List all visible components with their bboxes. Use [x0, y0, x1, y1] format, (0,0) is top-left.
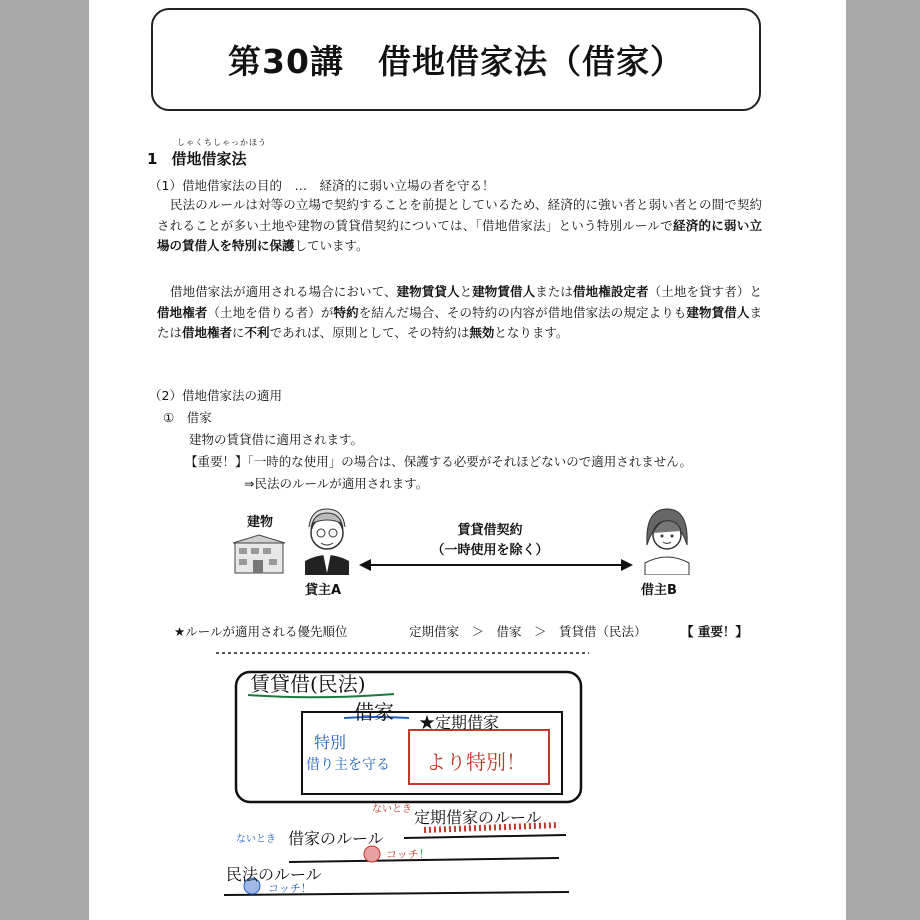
bold-text: 不利 — [244, 325, 270, 340]
bold-text: 借地権設定者 — [573, 284, 649, 299]
text: 民法のルールは対等の立場で契約することを前提としているため、経済的に強い者と弱い者との間で契約されることが多い土地や建物の賃貸借契約については、「借地借家法」という特別ルールで — [157, 197, 762, 233]
section-title: 借地借家法 — [171, 150, 247, 168]
double-arrow-icon — [359, 557, 633, 573]
subsection-heading-purpose: （1）借地借家法の目的 … 経済的に弱い立場の者を守る！ — [149, 178, 495, 193]
bold-text: 建物賃貸人 — [396, 284, 460, 299]
application-line-3: ⇒民法のルールが適用されます。 — [244, 476, 429, 491]
application-line-1: 建物の賃貸借に適用されます。 — [189, 432, 364, 447]
text: と — [459, 284, 473, 299]
text: （土地を借りる者）が — [207, 304, 334, 320]
priority-label: ★ルールが適用される優先順位 — [174, 624, 348, 639]
page-title: 第30講 借地借家法（借家） — [228, 42, 684, 81]
sketch-r3-here: コッチ！ — [268, 882, 312, 895]
sketch-r1-label: 定期借家のルール — [414, 808, 542, 827]
sketch-r2-here: コッチ！ — [386, 848, 430, 861]
sketch-mid-label: 借家 — [354, 700, 394, 724]
priority-important: 【 重要！】 — [681, 624, 748, 639]
title-box — [151, 8, 761, 111]
text: を結んだ場合、その特約の内容が借地借家法の規定よりも — [358, 304, 687, 320]
borrower-icon — [637, 505, 697, 575]
paragraph-special-terms — [157, 282, 762, 344]
bold-text: 借地権者 — [157, 304, 208, 320]
borrower-label: 借主B — [641, 583, 677, 598]
section-number: 1 — [147, 150, 158, 168]
priority-order: 定期借家 ＞ 借家 ＞ 賃貸借（民法） — [409, 624, 647, 639]
lender-label: 貸主A — [305, 583, 342, 598]
contract-except-label: （一時使用を除く） — [431, 543, 549, 558]
text: であれば、原則として、その特約は — [269, 325, 470, 340]
handwritten-sketch — [214, 650, 594, 920]
bold-text: 特約 — [333, 304, 359, 320]
section-heading — [147, 148, 246, 169]
text: に — [232, 325, 245, 340]
lender-icon — [297, 505, 357, 575]
text: （土地を貸す者）と — [648, 284, 762, 299]
text: しています。 — [294, 238, 369, 253]
sketch-outer-label: 賃貸借(民法) — [250, 672, 366, 696]
building-label: 建物 — [247, 515, 274, 530]
sketch-inner-label: ★定期借家 — [419, 713, 500, 732]
paragraph-purpose — [157, 195, 762, 257]
bold-text: 経済的に弱い立場の賃借人を特別に保護 — [157, 217, 762, 253]
sketch-r2-label: 借家のルール — [288, 829, 384, 848]
sketch-r2-note: ないとき — [236, 834, 276, 845]
lease-figure — [229, 505, 677, 605]
text: または — [535, 284, 574, 299]
text: または — [157, 304, 762, 340]
bold-text: 借地権者 — [182, 325, 233, 340]
sketch-special2-label: 借り主を守る — [306, 757, 390, 773]
subsection-heading-application: （2）借地借家法の適用 — [149, 388, 282, 403]
sketch-r1-note: ないとき — [372, 804, 412, 815]
text: となります。 — [494, 325, 569, 340]
bold-text: 建物賃借人 — [686, 304, 750, 320]
heading-ruby: しゃくちしゃっかほう — [177, 138, 267, 147]
bold-text: 建物賃借人 — [472, 284, 536, 299]
sketch-special-label: 特別 — [314, 733, 347, 752]
sketch-r3-label: 民法のルール — [226, 865, 322, 884]
text: 借地借家法が適用される場合において、 — [170, 284, 397, 299]
building-icon — [229, 533, 289, 575]
application-line-2: 【重要！】「一時的な使用」の場合は、保護する必要がそれほどないので適用されません。 — [185, 454, 693, 469]
sketch-inner2-label: より特別！ — [426, 750, 526, 774]
document-page — [89, 0, 846, 920]
item-heading: ① 借家 — [163, 410, 212, 425]
contract-label: 賃貸借契約 — [457, 523, 523, 538]
bold-text: 無効 — [469, 325, 495, 340]
